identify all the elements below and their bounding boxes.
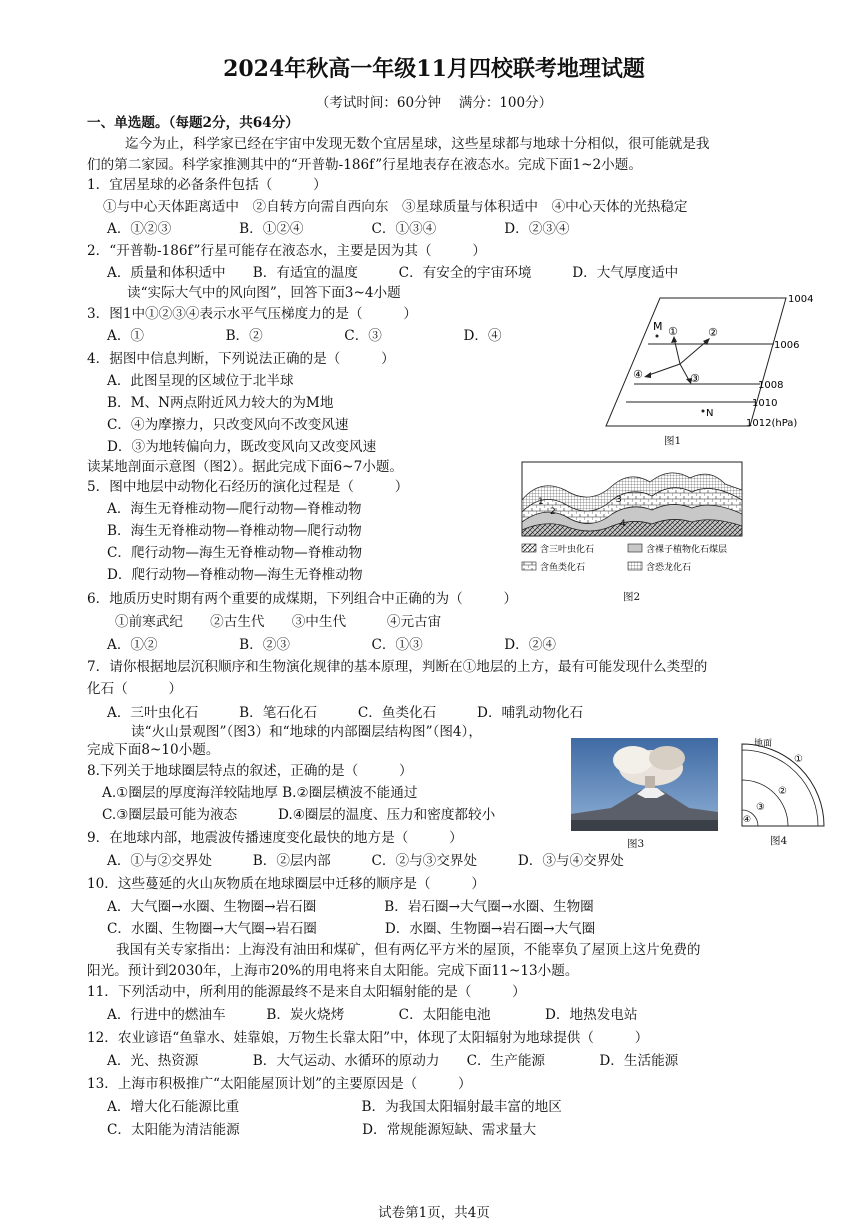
question: 2．“开普勒-186f”行星可能存在液态水，主要是因为其（ ） [87, 243, 486, 259]
intro-text: 完成下面8~10小题。 [87, 742, 220, 758]
legend-item: 含鱼类化石 [540, 563, 586, 573]
layer-label: 3 [616, 495, 622, 505]
isobar-label: 1004 [788, 294, 814, 305]
layer-label: ① [794, 754, 803, 765]
choice-line: A．①与②交界处 B．②层内部 C．②与③交界处 D．③与④交界处 [107, 853, 624, 869]
choice-line: D．爬行动物—脊椎动物—海生无脊椎动物 [107, 567, 363, 583]
exam-info: （考试时间：60分钟 满分：100分） [315, 95, 553, 111]
intro-text: 我国有关专家指出：上海没有油田和煤矿，但有两亿平方米的屋顶，不能辜负了屋顶上这片免费的 [116, 942, 701, 958]
question: 13．上海市积极推广“太阳能屋顶计划”的主要原因是（ ） [87, 1076, 472, 1092]
layer-label: 1 [538, 497, 544, 507]
choice-line: A．三叶虫化石 B．笔石化石 C．鱼类化石 D．哺乳动物化石 [107, 705, 584, 721]
point-m-dot [656, 335, 659, 338]
choice-line: A．质量和体积适中 B．有适宜的温度 C．有安全的宇宙环境 D．大气厚度适中 [107, 265, 679, 281]
question: 化石（ ） [87, 681, 183, 697]
option-line: ①前寒武纪 ②古生代 ③中生代 ④元古宙 [115, 614, 442, 630]
question: 11．下列活动中，所利用的能源最终不是来自太阳辐射能的是（ ） [87, 984, 526, 1000]
question: 9．在地球内部，地震波传播速度变化最快的地方是（ ） [87, 830, 463, 846]
choice-line: C．太阳能为清洁能源 D．常规能源短缺、需求量大 [107, 1122, 537, 1138]
question: 1．宜居星球的必备条件包括（ ） [87, 177, 327, 193]
question: 5．图中地层中动物化石经历的演化过程是（ ） [87, 479, 409, 495]
choice-line: A．行进中的燃油车 B．炭火烧烤 C．太阳能电池 D．地热发电站 [107, 1007, 638, 1023]
arrow-label-3: ③ [690, 372, 700, 385]
page-footer: 试卷第1页，共4页 [378, 1205, 490, 1221]
intro-text: 读“火山景观图”（图3）和“地球的内部圈层结构图”（图4）， [131, 724, 482, 740]
isobar-label: 1010 [752, 398, 778, 409]
choice-line: C.③圈层最可能为液态 D.④圈层的温度、压力和密度都较小 [102, 807, 496, 823]
choice-line: B．海生无脊椎动物—脊椎动物—爬行动物 [107, 523, 362, 539]
choice-line: A．大气圈→水圈、生物圈→岩石圈 B．岩石圈→大气圈→水圈、生物圈 [107, 899, 594, 915]
choice-line: A．此图呈现的区域位于北半球 [107, 373, 294, 389]
figure-3-caption: 图3 [627, 838, 645, 850]
question: 10．这些蔓延的火山灰物质在地球圈层中迁移的顺序是（ ） [87, 876, 485, 892]
choice-line: C．④为摩擦力，只改变风向不改变风速 [107, 417, 349, 433]
choice-line: A.①圈层的厚度海洋较陆地厚 B.②圈层横波不能通过 [102, 785, 418, 801]
choice-line: A．① B．② C．③ D．④ [107, 328, 502, 344]
figure-1-isobar-diagram [600, 290, 840, 440]
legend-item: 含三叶虫化石 [540, 545, 595, 555]
legend-item: 含裸子植物化石煤层 [646, 545, 728, 555]
intro-text: 们的第二家园。科学家推测其中的“开普勒-186f”行星地表存在液态水。完成下面1~2小题。 [87, 157, 642, 173]
question: 8.下列关于地球圈层特点的叙述，正确的是（ ） [87, 763, 413, 779]
figure-4-caption: 图4 [770, 835, 788, 847]
choice-line: D．③为地转偏向力，既改变风向又改变风速 [107, 439, 377, 455]
choice-line: B．M、N两点附近风力较大的为M地 [107, 395, 334, 411]
point-label-m: M [653, 320, 663, 333]
arrow-label-1: ① [668, 325, 678, 338]
intro-text: 读“实际大气中的风向图”，回答下面3~4小题 [127, 285, 401, 301]
figure-1-caption: 图1 [664, 435, 682, 447]
choice-line: C．水圈、生物圈→大气圈→岩石圈 D．水圈、生物圈→岩石圈→大气圈 [107, 921, 596, 937]
intro-text: 读某地剖面示意图（图2）。据此完成下面6~7小题。 [87, 459, 404, 475]
intro-text: 阳光。预计到2030年，上海市20%的用电将来自太阳能。完成下面11~13小题。 [87, 963, 579, 979]
arrow-label-4: ④ [633, 368, 643, 381]
section-heading: 一、单选题。（每题2分，共64分） [87, 115, 299, 131]
figure-3-volcano-photo [571, 738, 718, 831]
choice-line: A．①② B．②③ C．①③ D．②④ [107, 637, 556, 653]
choice-line: C．爬行动物—海生无脊椎动物—脊椎动物 [107, 545, 363, 561]
option-line: ①与中心天体距离适中 ②自转方向需自西向东 ③星球质量与体积适中 ④中心天体的光热稳定 [103, 199, 688, 215]
figure-4-earth-interior [738, 738, 828, 830]
legend-item: 含恐龙化石 [646, 563, 692, 573]
isobar-label: 1012(hPa) [746, 418, 798, 429]
layer-label: 4 [620, 519, 626, 529]
point-label-n: N [706, 408, 714, 419]
question: 12．农业谚语“鱼靠水、娃靠娘，万物生长靠太阳”中，体现了太阳辐射为地球提供（ ） [87, 1030, 649, 1046]
choice-line: A．增大化石能源比重 B．为我国太阳辐射最丰富的地区 [107, 1099, 562, 1115]
choice-line: A．光、热资源 B．大气运动、水循环的原动力 C．生产能源 D．生活能源 [107, 1053, 679, 1069]
layer-label: ② [778, 786, 787, 797]
arrow-label-2: ② [708, 326, 718, 339]
choice-line: A．海生无脊椎动物—爬行动物—脊椎动物 [107, 501, 362, 517]
isobar-label: 1006 [774, 340, 800, 351]
point-n-dot [702, 410, 705, 413]
figure-2-geologic-section [520, 460, 745, 578]
layer-label: ④ [743, 815, 752, 825]
figure-2-caption: 图2 [623, 591, 641, 603]
question: 6．地质历史时期有两个重要的成煤期，下列组合中正确的为（ ） [87, 591, 518, 607]
question: 7．请你根据地层沉积顺序和生物演化规律的基本原理，判断在①地层的上方，最有可能发现什么类型的 [87, 659, 708, 675]
choice-line: A．①②③ B．①②④ C．①③④ D．②③④ [107, 221, 570, 237]
isobar-label: 1008 [758, 380, 784, 391]
page-title: 2024年秋高一年级11月四校联考地理试题 [223, 56, 645, 82]
layer-label: ③ [756, 802, 765, 813]
surface-label: 地面 [754, 739, 773, 749]
intro-text: 迄今为止，科学家已经在宇宙中发现无数个宜居星球，这些星球都与地球十分相似，很可能就是我 [125, 136, 710, 152]
question: 4．据图中信息判断，下列说法正确的是（ ） [87, 351, 395, 367]
question: 3．图1中①②③④表示水平气压梯度力的是（ ） [87, 306, 417, 322]
layer-label: 2 [550, 507, 556, 517]
